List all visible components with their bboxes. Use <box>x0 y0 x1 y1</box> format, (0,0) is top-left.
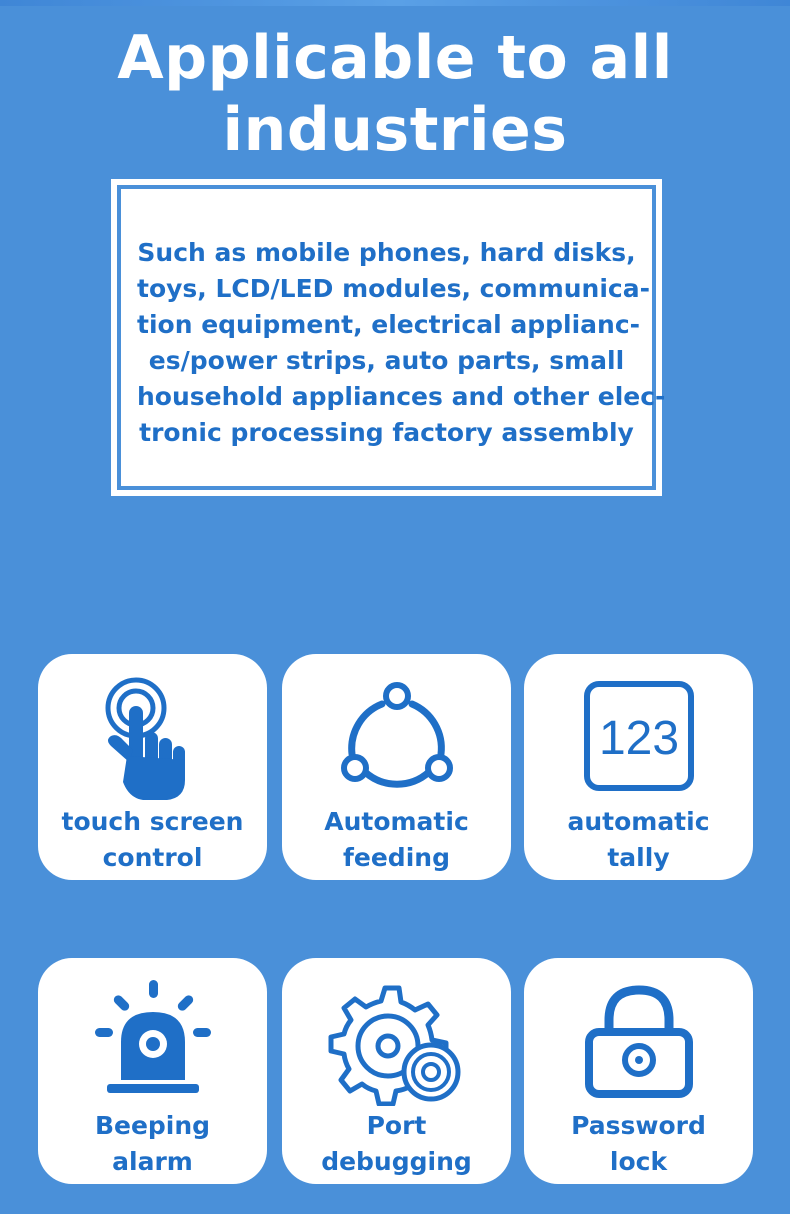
feature-label <box>524 1108 753 1180</box>
description-line: tronic processing factory assembly <box>139 418 634 447</box>
touch-hand-icon <box>38 676 267 802</box>
feature-label-line-2: debugging <box>321 1147 472 1176</box>
top-divider <box>0 0 790 6</box>
feature-card-port-debugging <box>282 958 511 1184</box>
feature-label-line-1: Password <box>571 1111 706 1140</box>
feature-label-line-1: automatic <box>567 807 710 836</box>
feature-label-line-1: Beeping <box>94 1111 211 1140</box>
feature-card-touch-screen <box>38 654 267 880</box>
share-cycle-icon <box>282 676 511 802</box>
feature-card-password-lock <box>524 958 753 1184</box>
industries-info-box <box>111 179 666 496</box>
description-line: es/power strips, auto parts, small <box>148 346 625 375</box>
feature-label-line-1: touch screen <box>61 807 244 836</box>
feature-label-line-2: lock <box>609 1147 668 1176</box>
feature-label <box>38 804 267 876</box>
description-line: household appliances and other elec- <box>137 382 666 411</box>
counter-123-icon <box>524 676 753 802</box>
feature-label-line-2: control <box>102 843 203 872</box>
padlock-icon <box>524 980 753 1106</box>
page-title-line-1: Applicable to all <box>117 23 673 93</box>
page-title <box>0 22 790 166</box>
alarm-beacon-icon <box>38 980 267 1106</box>
feature-label-line-2: tally <box>607 843 670 872</box>
feature-label <box>282 804 511 876</box>
feature-label <box>38 1108 267 1180</box>
feature-card-beeping-alarm <box>38 958 267 1184</box>
feature-label-line-2: alarm <box>112 1147 193 1176</box>
description-line: Such as mobile phones, hard disks, <box>137 238 636 267</box>
industries-info-inner <box>117 185 666 490</box>
feature-label-line-1: Port <box>366 1111 427 1140</box>
counter-digits: 123 <box>598 712 679 765</box>
feature-card-automatic-tally <box>524 654 753 880</box>
feature-card-automatic-feeding <box>282 654 511 880</box>
description-line: tion equipment, electrical applianc- <box>137 310 641 339</box>
feature-label-line-1: Automatic <box>324 807 469 836</box>
feature-label <box>524 804 753 876</box>
description-line: toys, LCD/LED modules, communica- <box>137 274 650 303</box>
gear-icon <box>282 980 511 1106</box>
feature-label-line-2: feeding <box>343 843 450 872</box>
feature-label <box>282 1108 511 1180</box>
page-title-line-2: industries <box>222 95 568 165</box>
industries-description <box>137 235 666 451</box>
